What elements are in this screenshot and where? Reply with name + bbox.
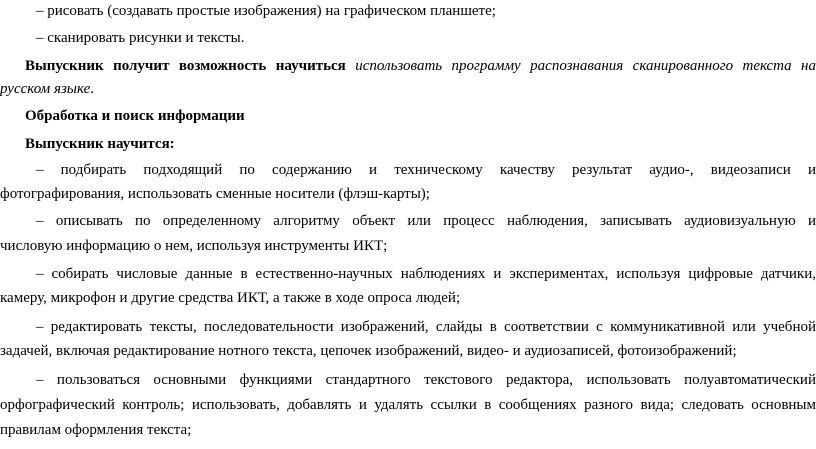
bullet-select-media-line-2: фотографирования, использовать сменные носители (флэш-карты); bbox=[0, 186, 430, 202]
opportunity-lead: Выпускник получит возможность научиться bbox=[25, 58, 346, 74]
bullet-describe-object-line-1: – описывать по определенному алгоритму объект или процесс наблюдения, записывать аудиовизуальную и bbox=[36, 213, 816, 229]
bullet-select-media-line-1: – подбирать подходящий по содержанию и техническому качеству результат аудио-, видеозаписи и bbox=[36, 162, 816, 178]
bullet-draw-tablet: – рисовать (создавать простые изображения) на графическом планшете; bbox=[36, 3, 496, 19]
bullet-collect-data-line-2: камеру, микрофон и другие средства ИКТ, а также в ходе опроса людей; bbox=[0, 290, 461, 306]
bullet-text-editor-line-2: орфографический контроль; использовать, добавлять и удалять ссылки в сообщениях разного вида; следовать основным bbox=[0, 397, 816, 413]
opportunity-line-2 bbox=[0, 80, 816, 98]
bullet-describe-object-line-2: числовую информацию о нем, используя инструменты ИКТ; bbox=[0, 238, 388, 254]
opportunity-line-1 bbox=[25, 57, 816, 75]
bullet-edit-texts-line-1: – редактировать тексты, последовательности изображений, слайды в соответствии с коммуникативной или учебной bbox=[36, 319, 816, 335]
opportunity-text: использовать программу распознавания сканированного текста на bbox=[345, 58, 816, 74]
opportunity-text-cont: русском языке bbox=[0, 81, 91, 97]
bullet-scan-images: – сканировать рисунки и тексты. bbox=[36, 30, 245, 46]
bullet-collect-data-line-1: – собирать числовые данные в естественно-научных наблюдениях и экспериментах, используя цифровые датчики, bbox=[36, 266, 816, 282]
learner-will-learn-heading: Выпускник научится: bbox=[25, 136, 175, 152]
opportunity-period: . bbox=[90, 81, 95, 97]
section-heading: Обработка и поиск информации bbox=[25, 108, 245, 124]
bullet-edit-texts-line-2: задачей, включая редактирование нотного текста, цепочек изображений, видео- и аудиозаписей, фотоизображений; bbox=[0, 343, 737, 359]
bullet-text-editor-line-3: правилам оформления текста; bbox=[0, 422, 192, 438]
bullet-text-editor-line-1: – пользоваться основными функциями стандартного текстового редактора, использовать полуавтоматический bbox=[36, 372, 816, 388]
